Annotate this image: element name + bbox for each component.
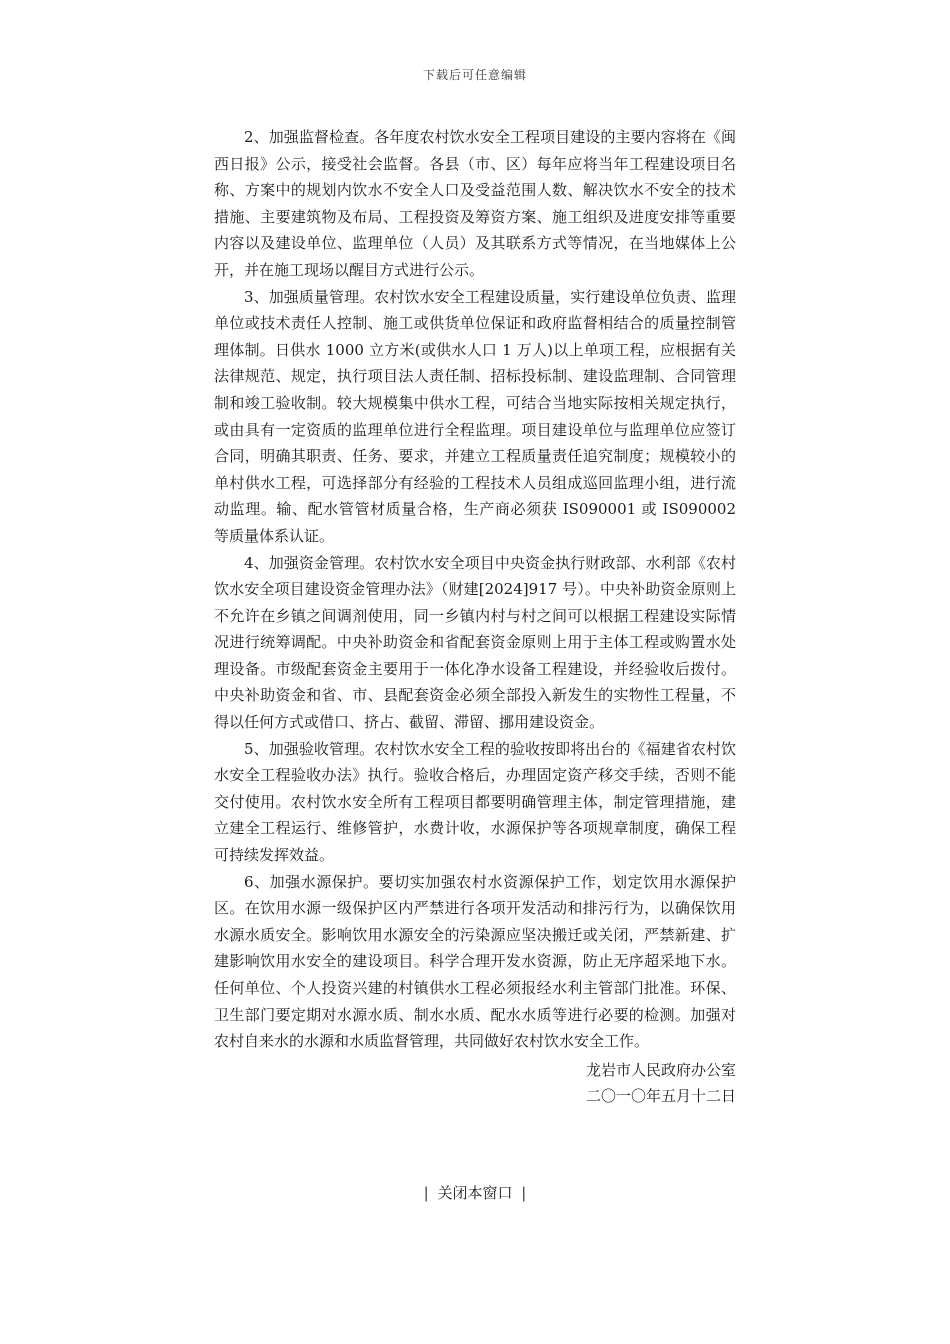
- close-right-divider: |: [521, 1184, 527, 1202]
- signature-org: 龙岩市人民政府办公室: [585, 1060, 736, 1079]
- paragraph-quality: 3、加强质量管理。农村饮水安全工程建设质量，实行建设单位负责、监理单位或技术责任人控制、施工或供货单位保证和政府监督相结合的质量控制管理体制。日供水 1000 立方米(或供水人口 1 万人)以上单项工程，应根据有关法律规范、规定，执行项目法人责任制、招标投标制、建设监理制、合同管理制和竣工验收制。较大规模集中供水工程，可结合当地实际按相关规定执行，或由具有一定资质的监理单位进行全程监理。项目建设单位与监理单位应签订合同，明确其职责、任务、要求，并建立工程质量责任追究制度；规模较小的单村供水工程，可选择部分有经验的工程技术人员组成巡回监理小组，进行流动监理。输、配水管管材质量合格，生产商必须获 IS090001 或 IS090002 等质量体系认证。: [214, 287, 736, 545]
- download-note: 下载后可任意编辑: [422, 68, 527, 82]
- close-window-link[interactable]: 关闭本窗口: [437, 1184, 513, 1202]
- paragraph-acceptance: 5、加强验收管理。农村饮水安全工程的验收按即将出台的《福建省农村饮水安全工程验收办法》执行。验收合格后，办理固定资产移交手续，否则不能交付使用。农村饮水安全所有工程项目都要明确管理主体，制定管理措施，建立建全工程运行、维修管护，水费计收，水源保护等各项规章制度，确保工程可持续发挥效益。: [214, 739, 736, 865]
- document-body: [214, 124, 736, 1110]
- close-left-divider: |: [423, 1184, 429, 1202]
- signature-block: [214, 1057, 736, 1110]
- paragraph-funding: 4、加强资金管理。农村饮水安全项目中央资金执行财政部、水利部《农村饮水安全项目建设资金管理办法》（财建[2024]917 号）。中央补助资金原则上不允许在乡镇之间调剂使用，同一乡镇内村与村之间可以根据工程建设实际情况进行统筹调配。中央补助资金和省配套资金原则上用于主体工程或购置水处理设备。市级配套资金主要用于一体化净水设备工程建设，并经验收后拨付。中央补助资金和省、市、县配套资金必须全部投入新发生的实物性工程量，不得以任何方式或借口、挤占、截留、滞留、挪用建设资金。: [214, 553, 736, 732]
- paragraph-water-source: 6、加强水源保护。要切实加强农村水资源保护工作，划定饮用水源保护区。在饮用水源一级保护区内严禁进行各项开发活动和排污行为，以确保饮用水源水质安全。影响饮用水源安全的污染源应坚决搬迁或关闭，严禁新建、扩建影响饮用水安全的建设项目。科学合理开发水资源，防止无序超采地下水。任何单位、个人投资兴建的村镇供水工程必须报经水利主管部门批准。环保、卫生部门要定期对水源水质、制水水质、配水水质等进行必要的检测。加强对农村自来水的水源和水质监督管理，共同做好农村饮水安全工作。: [214, 872, 736, 1051]
- signature-date: 二〇一〇年五月十二日: [585, 1087, 736, 1106]
- paragraph-supervision: 2、加强监督检查。各年度农村饮水安全工程项目建设的主要内容将在《闽西日报》公示，接受社会监督。各县（市、区）每年应将当年工程建设项目名称、方案中的规划内饮水不安全人口及受益范围人数、解决饮水不安全的技术措施、主要建筑物及布局、工程投资及筹资方案、施工组织及进度安排等重要内容以及建设单位、监理单位（人员）及其联系方式等情况，在当地媒体上公开，并在施工现场以醒目方式进行公示。: [214, 128, 736, 279]
- close-window-row: [0, 1182, 950, 1204]
